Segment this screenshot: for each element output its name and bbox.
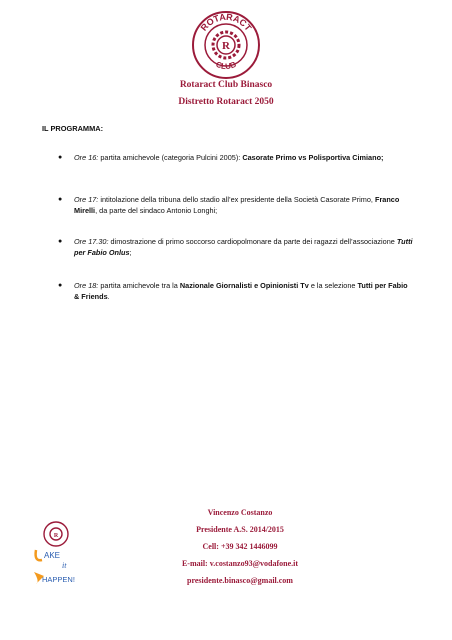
program-heading: IL PROGRAMMA: — [42, 124, 104, 133]
program-item-text — [74, 152, 414, 163]
program-item-time: Ore 17.30: — [74, 237, 109, 246]
program-item-text — [74, 280, 414, 302]
svg-text:CLUB — [215, 60, 238, 71]
footer-email-2: presidente.binasco@gmail.com — [187, 576, 293, 585]
footer-cell: Cell: +39 342 1446099 — [202, 542, 278, 551]
program-item-text — [74, 194, 414, 216]
badge-line-1: AKE — [44, 551, 61, 560]
program-item-time: Ore 16: — [74, 153, 99, 162]
program-item-segment: Tutti per Fabio Onlus — [74, 237, 413, 257]
badge-line-2: it — [62, 561, 67, 570]
program-item-segment: e la selezione — [308, 281, 358, 290]
program-item-segment: ; — [129, 248, 132, 257]
program-item-segment: dimostrazione di primo soccorso cardiopolmonare da parte dei ragazzi dell’associazione — [108, 237, 397, 246]
bullet-icon: ● — [58, 196, 63, 203]
program-item-segment: partita amichevole tra la — [98, 281, 180, 290]
footer-name: Vincenzo Costanzo — [207, 508, 273, 517]
program-item-segment: Tutti per Fabio & Friends — [74, 281, 408, 301]
logo-top-text: ROTARACT — [198, 11, 254, 33]
program-item-segment: Nazionale Giornalisti e Opinionisti Tv — [179, 281, 309, 290]
bullet-icon: ● — [58, 282, 63, 289]
program-item-segment: . — [107, 292, 110, 301]
bullet-icon: ● — [58, 154, 63, 161]
logo-letter: R — [222, 40, 230, 52]
program-item-segment: , da parte del sindaco Antonio Longhi; — [95, 206, 218, 215]
svg-text:ROTARACT — [199, 12, 254, 33]
logo-bottom-text: CLUB — [214, 59, 238, 72]
program-item-text — [74, 236, 414, 258]
program-item-segment: Franco Mirelli — [74, 195, 400, 215]
footer-role: Presidente A.S. 2014/2015 — [196, 525, 284, 534]
program-item-time: Ore 18: — [74, 281, 99, 290]
bullet-icon: ● — [58, 238, 63, 245]
badge-line-3: HAPPEN! — [42, 575, 75, 584]
rotaract-logo — [191, 10, 261, 80]
program-item-time: Ore 17: — [74, 195, 99, 204]
district-name: Distretto Rotaract 2050 — [178, 97, 274, 107]
svg-text:R: R — [53, 533, 59, 539]
club-name: Rotaract Club Binasco — [179, 80, 273, 90]
footer-email: E-mail: v.costanzo93@vodafone.it — [181, 559, 299, 568]
make-it-happen-logo — [32, 520, 92, 592]
program-item-segment: intitolazione della tribuna dello stadio all’ex presidente della Società Casorate Primo, — [98, 195, 375, 204]
program-item-segment: Casorate Primo vs Polisportiva Cimiano; — [242, 153, 384, 162]
program-item-segment: partita amichevole (categoria Pulcini 2005): — [98, 153, 243, 162]
